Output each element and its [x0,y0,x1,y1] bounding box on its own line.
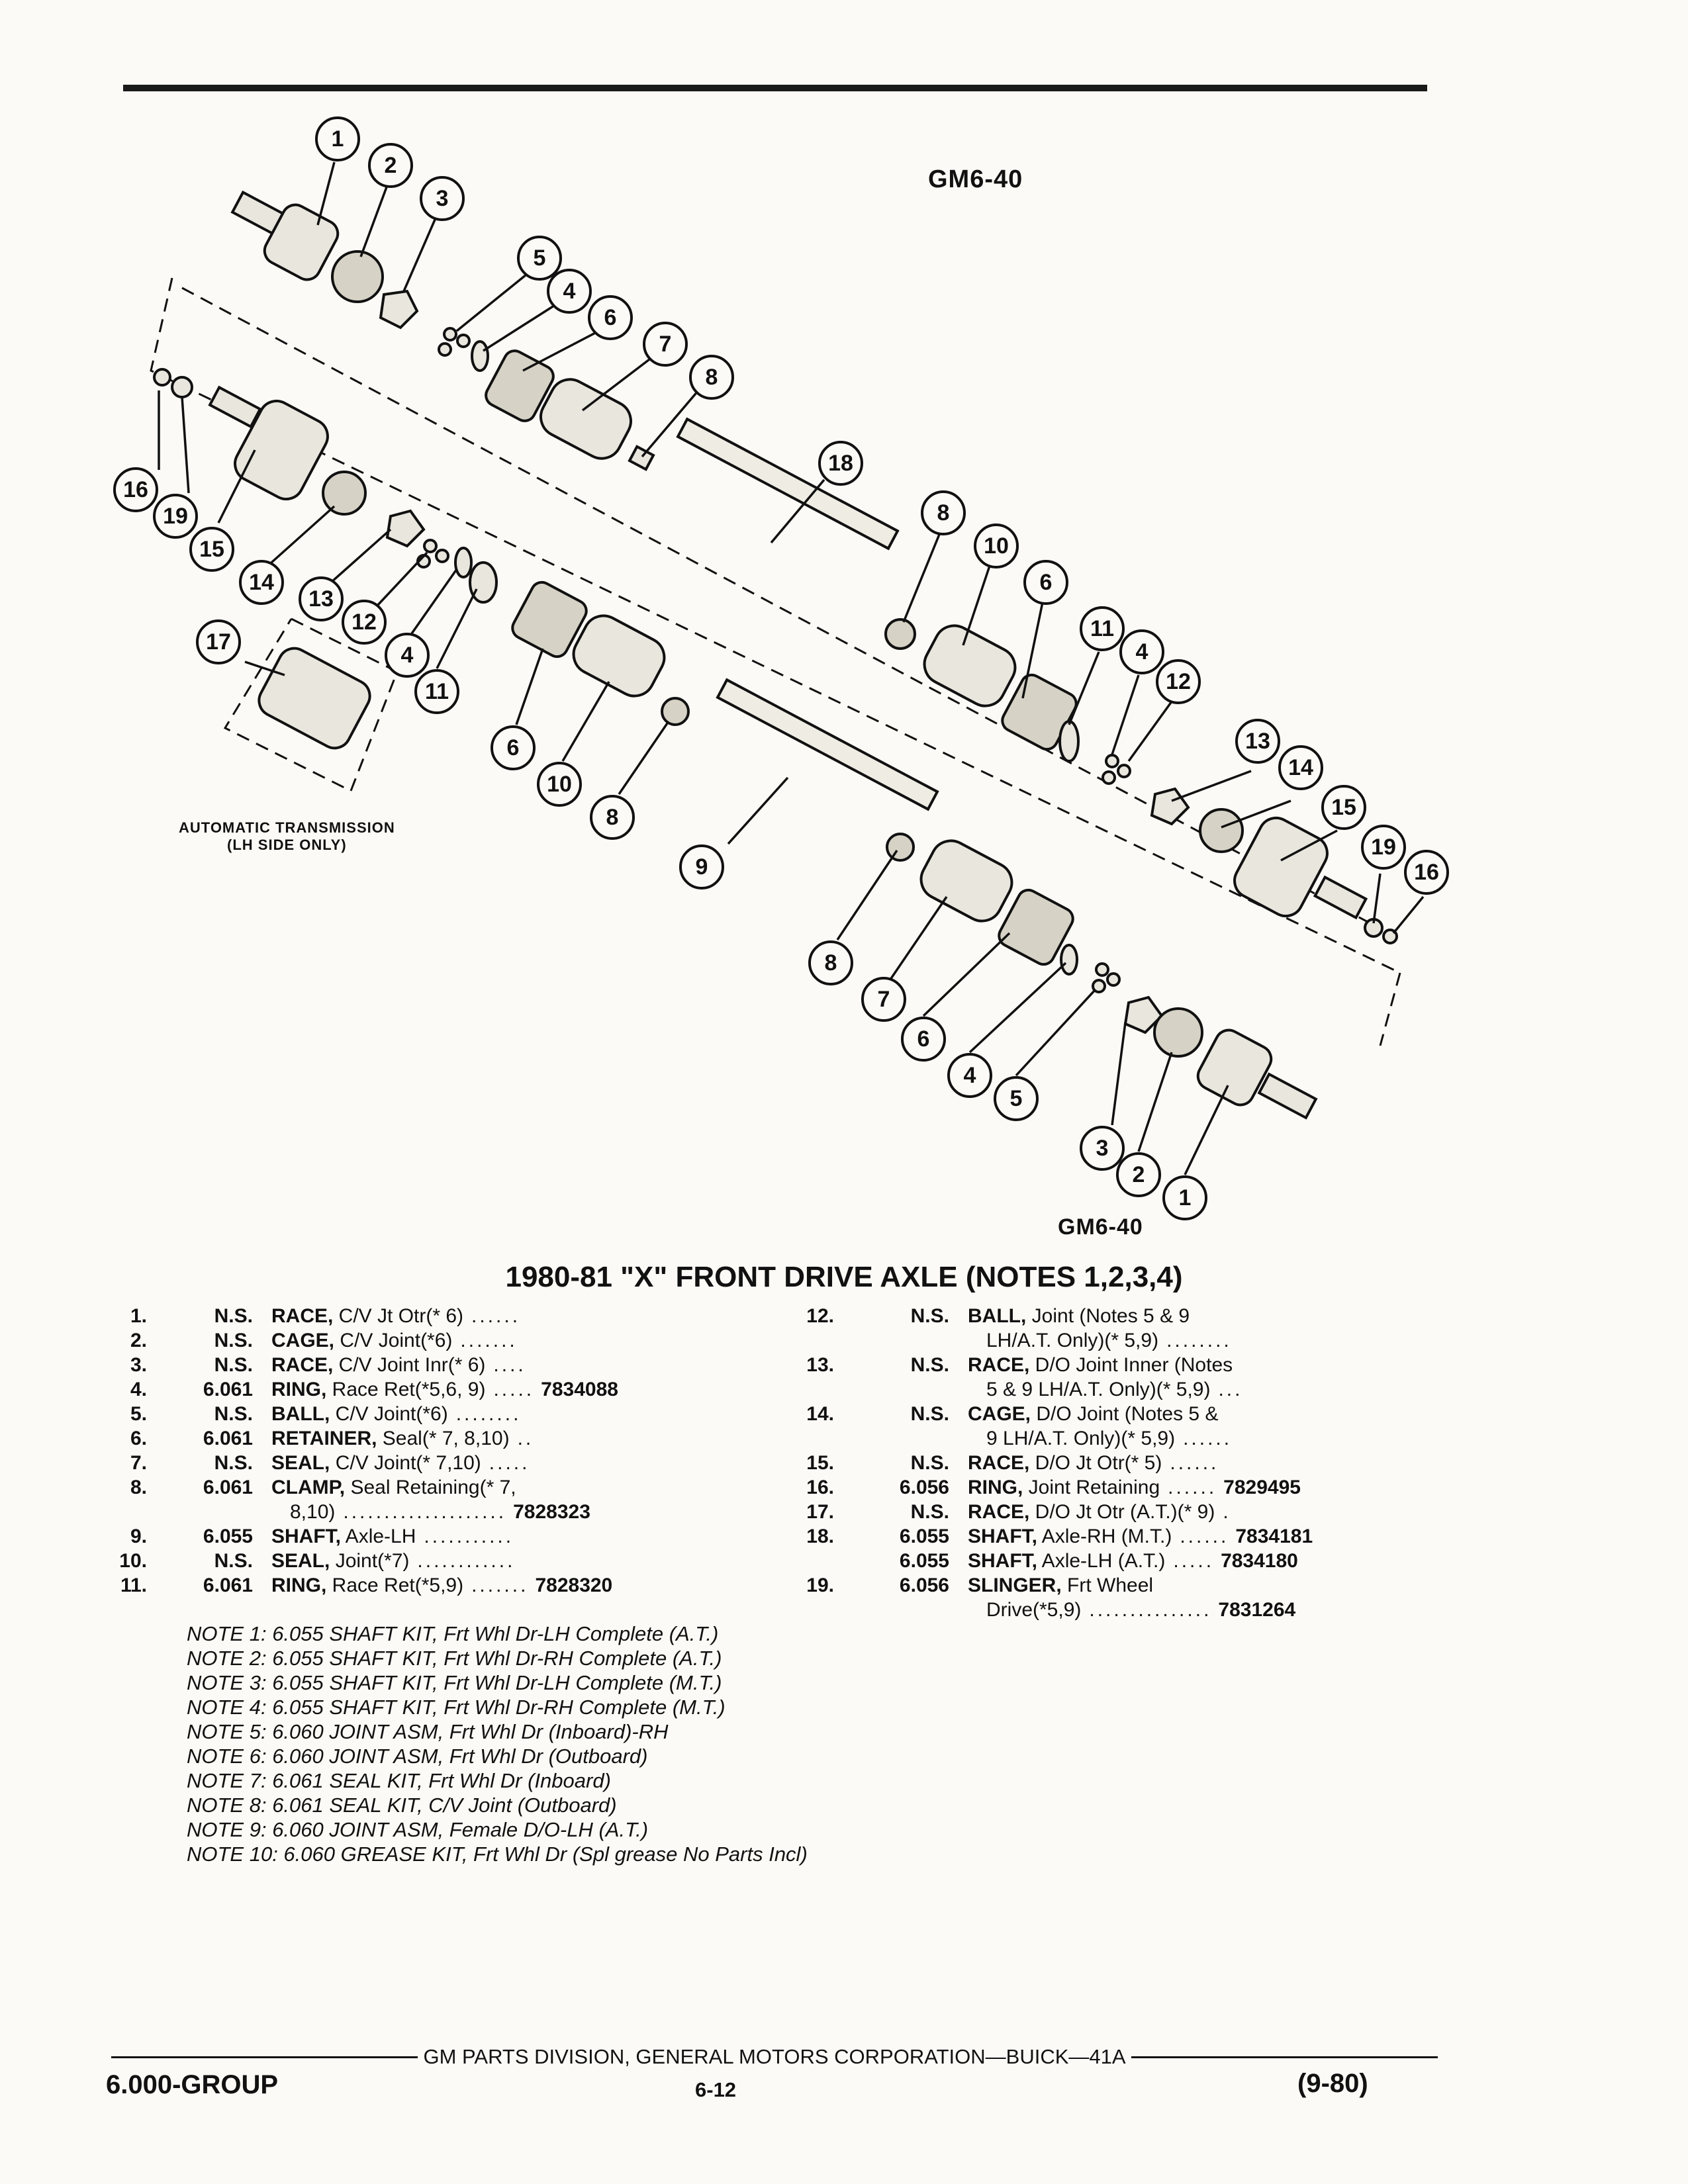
callout-12b [1157,660,1199,703]
parts-row [755,1549,1430,1573]
part-description [968,1573,1161,1598]
svg-text:9: 9 [695,854,708,880]
item-number: 15. [806,1452,834,1474]
part-description [271,1377,534,1402]
parts-row [755,1377,1430,1402]
svg-text:10: 10 [984,533,1009,559]
part-detail: Joint Retaining [1023,1477,1160,1498]
leader-dots: ....... [471,1574,529,1596]
part-detail: LH/A.T. Only)(* 5,9) [986,1330,1159,1351]
parts-row [755,1500,1430,1524]
part-detail: D/O Joint (Notes 5 & [1031,1403,1219,1425]
part-name: SHAFT, [968,1525,1037,1547]
leader-dots: ....... [460,1330,518,1351]
callout-4c [1121,631,1163,673]
parts-row [106,1402,768,1426]
part-name: RACE, [968,1501,1030,1523]
svg-text:1: 1 [1178,1185,1192,1210]
svg-text:13: 13 [308,586,334,612]
leader-dots: ........ [1166,1330,1232,1351]
part-name: RACE, [968,1354,1030,1376]
group-number: 6.056 [899,1574,949,1596]
svg-text:6: 6 [917,1026,930,1052]
svg-text:4: 4 [1135,639,1149,664]
part-name: CAGE, [968,1403,1031,1425]
callout-2b [1117,1154,1160,1196]
part-detail: Seal Retaining(* 7, [345,1477,516,1498]
inner-race [381,291,417,328]
svg-text:15: 15 [199,537,224,562]
leader-dots: . [1223,1501,1231,1523]
svg-text:14: 14 [1288,755,1313,780]
svg-text:5: 5 [1009,1086,1023,1111]
callout-14b [1280,747,1322,789]
part-name: SEAL, [271,1550,330,1572]
callout-10b [975,525,1017,567]
part-description [986,1598,1211,1622]
part-detail: D/O Jt Otr (A.T.)(* 9) [1029,1501,1215,1523]
group-number: 6.061 [203,1379,253,1400]
svg-text:19: 19 [1371,835,1396,860]
group-number: N.S. [214,1403,253,1425]
part-name: RING, [968,1477,1023,1498]
callout-4d [949,1054,991,1097]
outer-race-do [1229,812,1333,922]
callout-5 [518,237,561,279]
part-description [968,1353,1241,1377]
footer-date: (9-80) [1297,2069,1368,2098]
part-description [271,1402,521,1426]
svg-text:2: 2 [1132,1162,1145,1187]
figure-label-top: GM6-40 [928,165,1023,193]
part-detail: D/O Joint Inner (Notes [1029,1354,1233,1376]
svg-text:7: 7 [659,332,672,357]
group-number: N.S. [214,1330,253,1351]
callout-15b [1323,786,1365,829]
leader-dots: ...... [1168,1477,1217,1498]
part-description [271,1573,528,1598]
parts-row [106,1451,768,1475]
item-number: 1. [130,1305,147,1327]
group-number: N.S. [214,1354,253,1376]
callout-8b [591,796,633,839]
svg-text:3: 3 [1096,1136,1109,1161]
svg-text:3: 3 [436,186,449,211]
footer-page-number: 6-12 [695,2078,737,2101]
item-number: 12. [806,1305,834,1327]
callout-13b [1237,720,1279,762]
boundary-dash-right [1380,973,1400,1046]
callout-3b [1081,1127,1123,1169]
item-number: 9. [130,1525,147,1547]
parts-row [755,1402,1430,1426]
svg-text:17: 17 [206,629,231,655]
callout-19b [1362,826,1405,868]
part-detail: C/V Joint Inr(* 6) [333,1354,486,1376]
parts-row [755,1353,1430,1377]
part-name: RACE, [271,1354,334,1376]
leader-dots: ..... [493,1379,535,1400]
part-name: RACE, [968,1452,1030,1474]
item-number: 4. [130,1379,147,1400]
svg-text:11: 11 [425,679,449,704]
callout-6b [492,727,534,769]
group-number: 6.061 [203,1428,253,1449]
part-detail: Axle-LH [341,1525,416,1547]
item-number: 18. [806,1525,834,1547]
parts-row [106,1549,768,1573]
part-number: 7828320 [535,1574,613,1596]
leader-dots: ...... [1180,1525,1229,1547]
at-inset-caption: AUTOMATIC TRANSMISSION (LH SIDE ONLY) [179,819,395,853]
part-description [968,1402,1226,1426]
footer-group: 6.000-GROUP [106,2070,279,2099]
parts-row [755,1426,1430,1451]
group-number: 6.055 [203,1525,253,1547]
part-detail: Axle-RH (M.T.) [1037,1525,1172,1547]
item-number: 14. [806,1403,834,1425]
part-detail: Race Ret(*5,6, 9) [326,1379,486,1400]
group-number: N.S. [214,1550,253,1572]
svg-text:16: 16 [1414,860,1439,885]
leader-dots: .... [493,1354,526,1376]
callout-12 [343,601,385,643]
part-description [271,1304,520,1328]
part-detail: 9 LH/A.T. Only)(* 5,9) [986,1428,1176,1449]
leader-dots: ..... [1173,1550,1215,1572]
svg-text:13: 13 [1245,729,1270,754]
callout-4b [386,634,428,676]
group-number: 6.061 [203,1574,253,1596]
item-number: 10. [119,1550,147,1572]
leader-dots: ...... [1183,1428,1233,1449]
svg-text:8: 8 [937,500,950,525]
part-detail: C/V Jt Otr(* 6) [333,1305,464,1327]
axle-shaft-lh [718,680,937,809]
footer-division: GM PARTS DIVISION, GENERAL MOTORS CORPORATION—BUICK—41A [106,2045,1443,2069]
part-detail: 8,10) [290,1501,336,1523]
part-name: SHAFT, [271,1525,341,1547]
callout-10 [538,763,581,805]
part-detail: Seal(* 7, 8,10) [377,1428,510,1449]
group-number: N.S. [214,1305,253,1327]
part-number: 7834088 [541,1379,618,1400]
group-number: 6.056 [899,1477,949,1498]
group-number: N.S. [214,1452,253,1474]
part-name: SLINGER, [968,1574,1062,1596]
leader-dots: ............... [1089,1599,1212,1621]
part-description [968,1524,1229,1549]
part-name: RETAINER, [271,1428,377,1449]
part-description [968,1475,1217,1500]
parts-row [106,1524,768,1549]
group-number: N.S. [910,1403,949,1425]
outer-race-stub-2 [1315,877,1366,917]
part-name: SEAL, [271,1452,330,1474]
svg-text:10: 10 [547,772,572,797]
part-detail: C/V Joint(*6) [334,1330,453,1351]
part-description [271,1426,534,1451]
cage-2 [1200,809,1243,852]
part-number: 7834180 [1221,1550,1298,1572]
part-description [986,1328,1232,1353]
svg-text:6: 6 [604,305,617,330]
parts-row [755,1304,1430,1328]
note-line: NOTE 5: 6.060 JOINT ASM, Frt Whl Dr (Inboard)-RH [187,1720,669,1743]
group-number: N.S. [910,1501,949,1523]
callout-9 [680,846,723,888]
svg-text:5: 5 [533,246,546,271]
svg-text:8: 8 [824,950,837,976]
boundary-dash-upper [151,278,1400,973]
callout-4 [548,270,590,312]
leader-dots: ............ [417,1550,516,1572]
note-line: NOTE 1: 6.055 SHAFT KIT, Frt Whl Dr-LH Complete (A.T.) [187,1622,719,1645]
boot-2 [917,619,1022,713]
item-number: 8. [130,1477,147,1498]
note-line: NOTE 7: 6.061 SEAL KIT, Frt Whl Dr (Inboard) [187,1769,611,1792]
group-number: N.S. [910,1305,949,1327]
part-detail: Axle-LH (A.T.) [1037,1550,1166,1572]
part-name: SHAFT, [968,1550,1037,1572]
callout-6 [589,296,632,339]
note-line: NOTE 3: 6.055 SHAFT KIT, Frt Whl Dr-LH Complete (M.T.) [187,1671,722,1694]
part-detail: Joint (Notes 5 & 9 [1026,1305,1190,1327]
ring-2 [1060,721,1078,761]
ball [444,328,456,340]
item-number [755,1549,834,1573]
part-description [290,1500,506,1524]
notes-list [187,1621,808,1866]
leader-dots: ........ [455,1403,522,1425]
svg-text:16: 16 [123,477,148,502]
clamp [630,447,653,469]
leader-dots: ...... [471,1305,521,1327]
leader-dots: .. [517,1428,534,1449]
part-detail: Drive(*5,9) [986,1599,1082,1621]
part-detail: 5 & 9 LH/A.T. Only)(* 5,9) [986,1379,1211,1400]
part-description [271,1549,515,1573]
callout-2 [369,144,412,187]
svg-text:4: 4 [563,279,576,304]
at-outer-race [254,643,375,754]
callout-8 [690,356,733,398]
item-number: 17. [806,1501,834,1523]
part-number: 7831264 [1218,1599,1296,1621]
note-line: NOTE 9: 6.060 JOINT ASM, Female D/O-LH (A.T.) [187,1818,649,1841]
part-detail: Frt Wheel [1061,1574,1154,1596]
svg-text:4: 4 [400,643,414,668]
upper-axle-assembly [232,193,1397,943]
note-line: NOTE 10: 6.060 GREASE KIT, Frt Whl Dr (Spl grease No Parts Incl) [187,1843,808,1866]
svg-text:8: 8 [705,365,718,390]
part-description [271,1353,526,1377]
part-description [968,1549,1214,1573]
leader-dots: ...... [1170,1452,1219,1474]
parts-row [755,1328,1430,1353]
parts-row [106,1426,768,1451]
callout-3 [421,177,463,220]
figure-label-bottom: GM6-40 [1058,1214,1143,1240]
parts-row [106,1500,768,1524]
part-description [986,1426,1232,1451]
svg-text:18: 18 [828,451,853,476]
svg-text:1: 1 [331,126,344,152]
callout-1 [316,118,359,160]
item-number: 13. [806,1354,834,1376]
svg-text:11: 11 [1090,616,1114,641]
parts-row [755,1598,1430,1622]
part-description [271,1451,530,1475]
part-number: 7834181 [1235,1525,1313,1547]
leader-dots: ... [1218,1379,1243,1400]
part-description [271,1328,518,1353]
part-number: 7828323 [513,1501,590,1523]
part-description [986,1377,1243,1402]
group-number: N.S. [910,1354,949,1376]
svg-text:12: 12 [352,610,377,635]
item-number: 7. [130,1452,147,1474]
group-number: 6.055 [899,1525,949,1547]
item-number: 19. [806,1574,834,1596]
part-name: BALL, [968,1305,1027,1327]
part-detail: C/V Joint(*6) [330,1403,448,1425]
part-detail: Race Ret(*5,9) [326,1574,464,1596]
svg-text:4: 4 [963,1063,976,1088]
leader-lines [159,162,1423,1175]
cage [332,251,383,302]
note-line: NOTE 2: 6.055 SHAFT KIT, Frt Whl Dr-RH Complete (A.T.) [187,1647,722,1670]
note-line: NOTE 4: 6.055 SHAFT KIT, Frt Whl Dr-RH Complete (M.T.) [187,1696,726,1719]
callout-7 [644,323,686,365]
parts-row [106,1475,768,1500]
svg-text:8: 8 [606,805,619,830]
item-number: 3. [130,1354,147,1376]
parts-row [755,1524,1430,1549]
parts-row [106,1573,768,1598]
part-name: RING, [271,1379,327,1400]
part-description [968,1451,1219,1475]
parts-row [106,1353,768,1377]
part-name: RACE, [271,1305,334,1327]
callout-6d [902,1018,945,1060]
part-detail: D/O Jt Otr(* 5) [1029,1452,1162,1474]
callout-16b [1405,851,1448,893]
svg-text:15: 15 [1331,795,1356,820]
callout-16 [115,469,157,511]
inner-race-2 [1152,789,1188,824]
callout-15 [191,528,233,570]
svg-text:12: 12 [1166,669,1191,694]
callout-14 [240,561,283,604]
leader-dots: ..... [489,1452,530,1474]
part-name: BALL, [271,1403,330,1425]
leader-dots: .................... [343,1501,507,1523]
part-description [271,1475,524,1500]
parts-list-right [755,1304,1430,1622]
note-line: NOTE 6: 6.060 JOINT ASM, Frt Whl Dr (Outboard) [187,1745,648,1768]
item-number: 16. [806,1477,834,1498]
leader-dots: ........... [424,1525,514,1547]
callout-19 [154,495,197,537]
group-number: 6.055 [899,1550,949,1572]
part-description [968,1500,1231,1524]
callout-18 [820,442,862,484]
part-number: 7829495 [1223,1477,1301,1498]
axle-shaft-rh [678,419,898,548]
item-number: 11. [120,1574,147,1596]
callout-13 [300,578,342,620]
callout-8d [810,942,852,984]
parts-row [106,1304,768,1328]
callout-11 [416,670,458,713]
part-description [271,1524,514,1549]
svg-text:7: 7 [877,987,890,1012]
section-title: 1980-81 "X" FRONT DRIVE AXLE (NOTES 1,2,3,4) [505,1261,1183,1293]
clamp-2 [886,619,915,649]
parts-row [106,1377,768,1402]
svg-text:6: 6 [506,735,520,760]
item-number: 6. [130,1428,147,1449]
svg-text:14: 14 [249,570,274,595]
svg-text:6: 6 [1039,570,1053,595]
race-ring [472,341,488,371]
callout-8c [922,492,964,534]
callout-17 [197,621,240,663]
callout-1b [1164,1177,1206,1219]
parts-list-left [106,1304,768,1598]
part-detail: C/V Joint(* 7,10) [330,1452,481,1474]
part-description [968,1304,1197,1328]
callout-5b [995,1077,1037,1120]
callout-6c [1025,561,1067,604]
part-name: CAGE, [271,1330,335,1351]
part-name: RING, [271,1574,327,1596]
callout-11b [1081,608,1123,650]
item-number: 5. [130,1403,147,1425]
parts-row [755,1475,1430,1500]
item-number: 2. [130,1330,147,1351]
group-number: N.S. [910,1452,949,1474]
callout-7b [863,978,905,1021]
parts-row [755,1573,1430,1598]
note-line: NOTE 8: 6.061 SEAL KIT, C/V Joint (Outboard) [187,1794,617,1817]
parts-row [106,1328,768,1353]
part-name: CLAMP, [271,1477,346,1498]
svg-text:19: 19 [163,504,188,529]
parts-row [755,1451,1430,1475]
part-detail: Joint(*7) [330,1550,410,1572]
group-number: 6.061 [203,1477,253,1498]
svg-text:2: 2 [384,153,397,178]
